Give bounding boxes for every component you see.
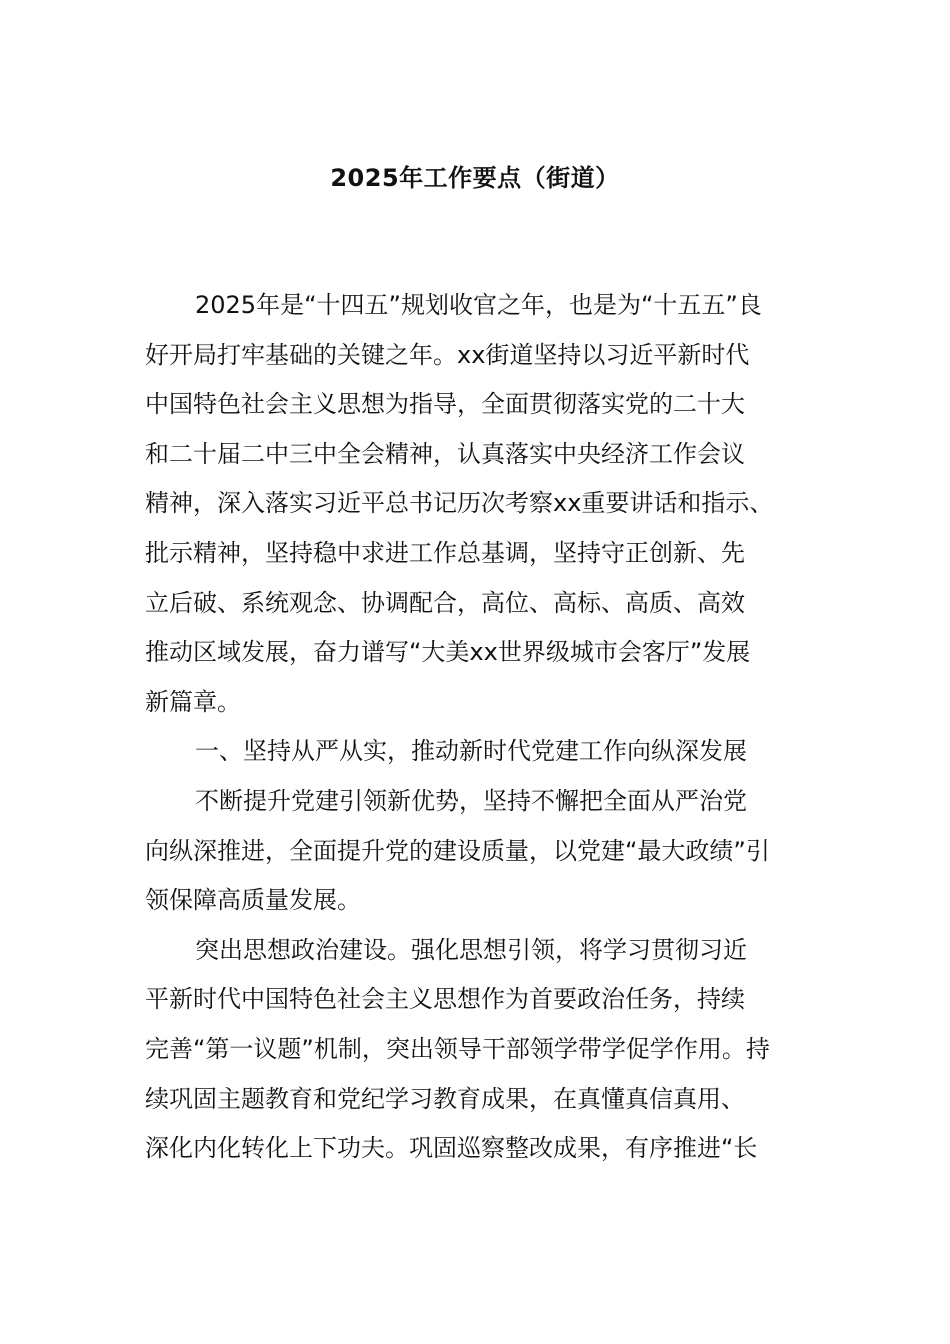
paragraph-line: 2025年是“十四五”规划收官之年，也是为“十五五”良 [195, 291, 762, 319]
paragraph-line: 和二十届二中三中全会精神，认真落实中央经济工作会议 [145, 439, 745, 468]
paragraph-line: 续巩固主题教育和党纪学习教育成果，在真懂真信真用、 [145, 1084, 745, 1113]
section-heading-text: 一、坚持从严从实，推动新时代党建工作向纵深发展 [195, 737, 747, 766]
paragraph-line: 批示精神，坚持稳中求进工作总基调，坚持守正创新、先 [145, 538, 745, 567]
paragraph-line: 中国特色社会主义思想为指导，全面贯彻落实党的二十大 [145, 390, 745, 419]
paragraph-line: 突出思想政治建设。强化思想引领，将学习贯彻习近 [195, 935, 747, 964]
paragraph-political-building [145, 926, 815, 1174]
document-title: 2025年工作要点（街道） [330, 164, 620, 192]
paragraph-line: 精神，深入落实习近平总书记历次考察xx重要讲话和指示、 [145, 489, 774, 518]
paragraph-line: 不断提升党建引领新优势，坚持不懈把全面从严治党 [195, 786, 747, 815]
paragraph-line: 深化内化转化上下功夫。巩固巡察整改成果，有序推进“长 [145, 1134, 758, 1163]
paragraph-line: 平新时代中国特色社会主义思想作为首要政治任务，持续 [145, 985, 745, 1014]
paragraph-line: 新篇章。 [145, 687, 241, 716]
paragraph-party-building [145, 777, 815, 926]
paragraph-intro [145, 281, 815, 727]
paragraph-line: 向纵深推进，全面提升党的建设质量，以党建“最大政绩”引 [145, 836, 770, 865]
section-heading [145, 727, 815, 777]
document-body [145, 281, 815, 1174]
paragraph-line: 推动区域发展，奋力谱写“大美xx世界级城市会客厅”发展 [145, 638, 751, 667]
paragraph-line: 完善“第一议题”机制，突出领导干部领学带学促学作用。持 [145, 1034, 770, 1063]
paragraph-line: 立后破、系统观念、协调配合，高位、高标、高质、高效 [145, 588, 745, 617]
paragraph-line: 领保障高质量发展。 [145, 886, 361, 915]
paragraph-line: 好开局打牢基础的关键之年。xx街道坚持以习近平新时代 [145, 340, 750, 369]
